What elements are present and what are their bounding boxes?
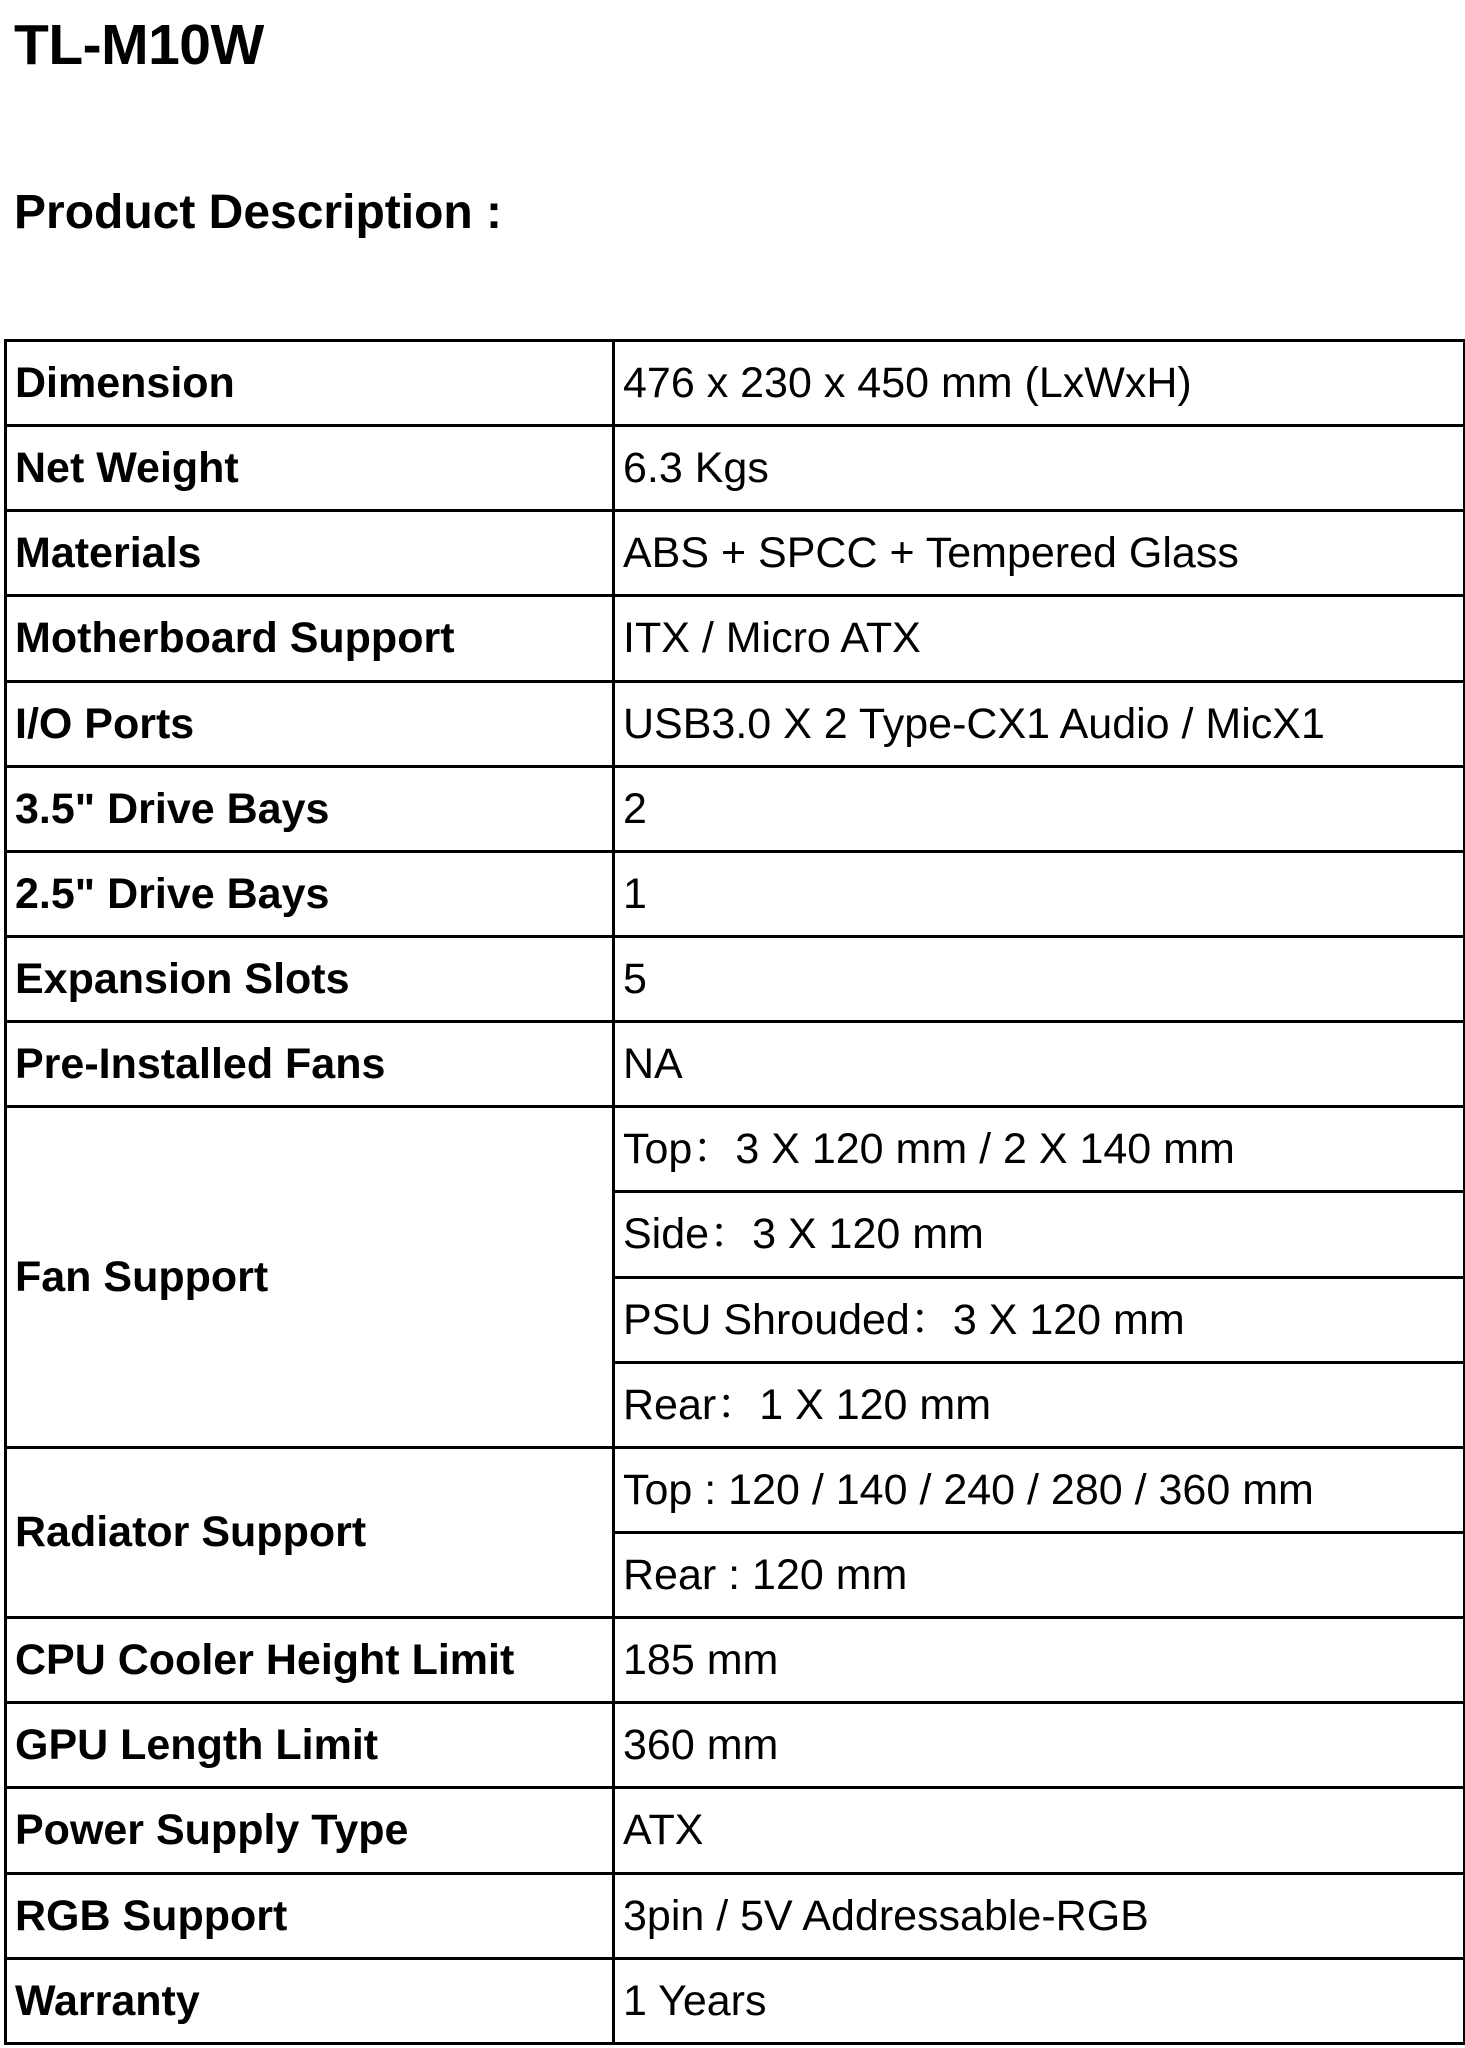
spec-label: CPU Cooler Height Limit [6, 1618, 614, 1703]
spec-table [4, 339, 1465, 2045]
spec-value: 360 mm [614, 1703, 1465, 1788]
section-heading: Product Description : [14, 186, 503, 239]
spec-value: Rear：1 X 120 mm [614, 1362, 1465, 1447]
spec-label: Power Supply Type [6, 1788, 614, 1873]
spec-table-body [6, 341, 1465, 2044]
spec-value: 5 [614, 936, 1465, 1021]
spec-label: Expansion Slots [6, 936, 614, 1021]
spec-row [6, 1788, 1465, 1873]
spec-label: Pre-Installed Fans [6, 1022, 614, 1107]
spec-value: USB3.0 X 2 Type-CX1 Audio / MicX1 [614, 681, 1465, 766]
spec-row [6, 766, 1465, 851]
spec-row [6, 511, 1465, 596]
spec-label: Net Weight [6, 426, 614, 511]
spec-value: Rear : 120 mm [614, 1532, 1465, 1617]
spec-row [6, 1618, 1465, 1703]
spec-row [6, 1107, 1465, 1192]
spec-label: Materials [6, 511, 614, 596]
spec-value: Top：3 X 120 mm / 2 X 140 mm [614, 1107, 1465, 1192]
spec-value: 185 mm [614, 1618, 1465, 1703]
spec-row [6, 1873, 1465, 1958]
spec-label: Fan Support [6, 1107, 614, 1448]
spec-label: Motherboard Support [6, 596, 614, 681]
spec-label: Dimension [6, 341, 614, 426]
spec-row [6, 936, 1465, 1021]
spec-label: Radiator Support [6, 1447, 614, 1617]
spec-value: 3pin / 5V Addressable-RGB [614, 1873, 1465, 1958]
spec-row [6, 851, 1465, 936]
spec-row [6, 681, 1465, 766]
spec-row [6, 1958, 1465, 2043]
spec-value: 1 Years [614, 1958, 1465, 2043]
spec-value: 2 [614, 766, 1465, 851]
spec-label: 2.5" Drive Bays [6, 851, 614, 936]
spec-label: GPU Length Limit [6, 1703, 614, 1788]
spec-value: ITX / Micro ATX [614, 596, 1465, 681]
spec-value: ABS + SPCC + Tempered Glass [614, 511, 1465, 596]
spec-value: NA [614, 1022, 1465, 1107]
spec-label: 3.5" Drive Bays [6, 766, 614, 851]
spec-value: Side：3 X 120 mm [614, 1192, 1465, 1277]
spec-value: 1 [614, 851, 1465, 936]
spec-value: Top : 120 / 140 / 240 / 280 / 360 mm [614, 1447, 1465, 1532]
spec-row [6, 426, 1465, 511]
spec-label: I/O Ports [6, 681, 614, 766]
spec-value: 476 x 230 x 450 mm (LxWxH) [614, 341, 1465, 426]
product-title: TL-M10W [14, 13, 264, 77]
spec-row [6, 1703, 1465, 1788]
spec-value: 6.3 Kgs [614, 426, 1465, 511]
spec-value: ATX [614, 1788, 1465, 1873]
spec-label: RGB Support [6, 1873, 614, 1958]
spec-value: PSU Shrouded：3 X 120 mm [614, 1277, 1465, 1362]
spec-row [6, 341, 1465, 426]
spec-label: Warranty [6, 1958, 614, 2043]
spec-row [6, 1447, 1465, 1532]
spec-row [6, 1022, 1465, 1107]
spec-row [6, 596, 1465, 681]
